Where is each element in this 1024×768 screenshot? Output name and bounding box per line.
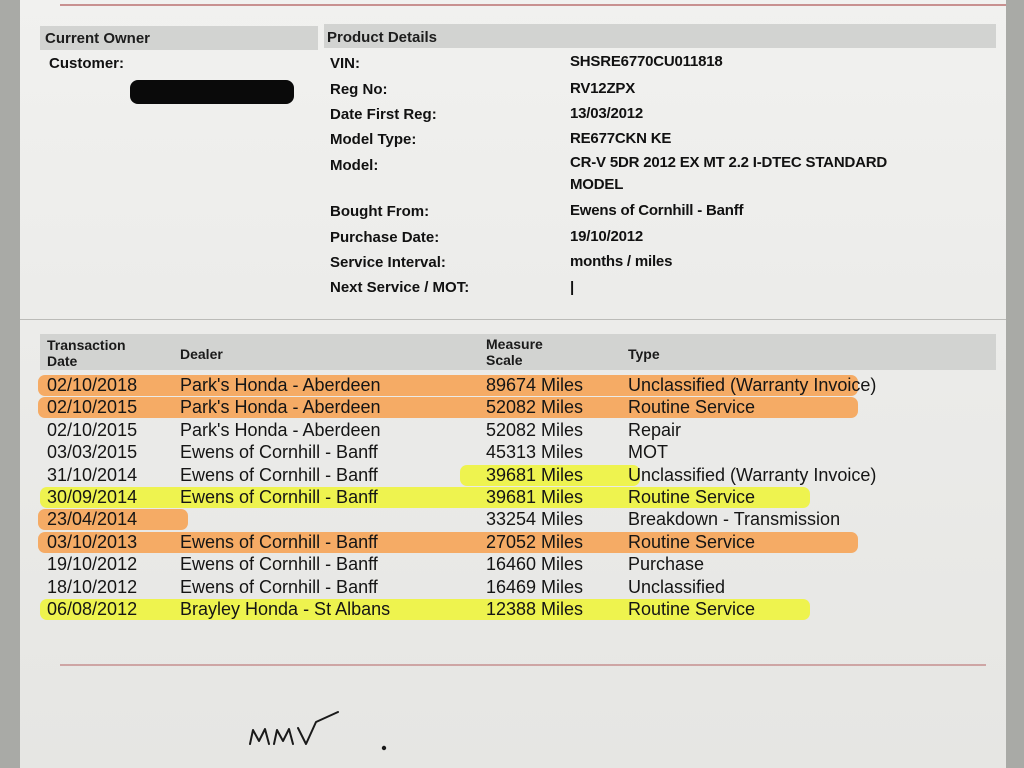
cell-type: Unclassified (Warranty Invoice) xyxy=(628,464,877,485)
cell-dealer: Ewens of Cornhill - Banff xyxy=(180,486,378,507)
cell-dealer: Ewens of Cornhill - Banff xyxy=(180,464,378,485)
owner-header: Current Owner xyxy=(45,30,151,47)
cell-date: 18/10/2012 xyxy=(47,576,138,597)
cell-measure: 52082 Miles xyxy=(486,419,584,440)
cell-measure: 45313 Miles xyxy=(486,442,584,463)
cell-date: 31/10/2014 xyxy=(47,464,138,485)
table-row xyxy=(20,486,1006,508)
cell-date: 30/09/2014 xyxy=(47,486,138,507)
cell-date: 02/10/2018 xyxy=(47,375,138,395)
cell-type: Repair xyxy=(628,419,682,440)
cell-dealer: Park's Honda - Aberdeen xyxy=(180,397,381,418)
cell-measure: 89674 Miles xyxy=(486,375,584,395)
section-divider xyxy=(20,319,1006,320)
top-rule xyxy=(60,4,1006,6)
reg-no-value: RV12ZPX xyxy=(570,80,636,97)
cell-dealer: Park's Honda - Aberdeen xyxy=(180,375,381,395)
cell-measure: 27052 Miles xyxy=(486,531,584,552)
model-value: CR-V 5DR 2012 EX MT 2.2 I-DTEC STANDARD xyxy=(570,154,887,171)
table-row xyxy=(20,508,1006,530)
cell-measure: 12388 Miles xyxy=(486,598,584,619)
purchase-date-value: 19/10/2012 xyxy=(570,228,644,245)
cell-dealer: Park's Honda - Aberdeen xyxy=(180,419,381,440)
cell-dealer: Brayley Honda - St Albans xyxy=(180,598,391,619)
table-row xyxy=(20,576,1006,598)
vin-label: VIN: xyxy=(330,55,360,72)
document-page xyxy=(20,0,1006,768)
cell-date: 03/03/2015 xyxy=(47,442,138,463)
cell-measure: 16460 Miles xyxy=(486,554,584,575)
cell-dealer: Ewens of Cornhill - Banff xyxy=(180,554,378,575)
cell-measure: 52082 Miles xyxy=(486,397,584,418)
cell-dealer: Ewens of Cornhill - Banff xyxy=(180,576,378,597)
model-value-line2: MODEL xyxy=(570,176,624,193)
cell-date: 02/10/2015 xyxy=(47,419,138,440)
redacted-customer-name xyxy=(130,80,294,104)
date-first-reg-label: Date First Reg: xyxy=(330,106,437,123)
table-row xyxy=(20,531,1006,553)
col-header-measure: Measure Scale xyxy=(486,336,543,368)
cell-type: Purchase xyxy=(628,554,705,575)
purchase-date-label: Purchase Date: xyxy=(330,229,440,246)
cell-type: Routine Service xyxy=(628,598,756,619)
table-row xyxy=(20,419,1006,441)
table-row xyxy=(20,553,1006,575)
transaction-rows xyxy=(20,374,1006,620)
cell-dealer: Ewens of Cornhill - Banff xyxy=(180,531,378,552)
bought-from-label: Bought From: xyxy=(330,203,430,220)
cell-date: 19/10/2012 xyxy=(47,554,138,575)
service-interval-label: Service Interval: xyxy=(330,254,446,271)
service-interval-value: months / miles xyxy=(570,253,673,270)
cell-date: 02/10/2015 xyxy=(47,397,138,418)
cell-date: 23/04/2014 xyxy=(47,509,138,530)
cell-type: Breakdown - Transmission xyxy=(628,509,841,530)
customer-label: Customer: xyxy=(49,55,125,72)
col-header-type: Type xyxy=(628,346,660,362)
table-row xyxy=(20,441,1006,463)
date-first-reg-value: 13/03/2012 xyxy=(570,105,644,122)
cell-measure: 33254 Miles xyxy=(486,509,584,530)
cell-dealer: Ewens of Cornhill - Banff xyxy=(180,442,378,463)
model-type-label: Model Type: xyxy=(330,131,417,148)
cell-type: Unclassified xyxy=(628,576,726,597)
next-service-label: Next Service / MOT: xyxy=(330,279,470,296)
cell-type: Routine Service xyxy=(628,486,756,507)
model-label: Model: xyxy=(330,157,379,174)
model-type-value: RE677CKN KE xyxy=(570,130,672,147)
table-row xyxy=(20,464,1006,486)
bought-from-value: Ewens of Cornhill - Banff xyxy=(570,202,744,219)
table-row xyxy=(20,598,1006,620)
reg-no-label: Reg No: xyxy=(330,81,388,98)
cell-type: MOT xyxy=(628,442,668,463)
cell-measure: 16469 Miles xyxy=(486,576,584,597)
cell-date: 06/08/2012 xyxy=(47,598,138,619)
cell-measure: 39681 Miles xyxy=(486,486,584,507)
cell-date: 03/10/2013 xyxy=(47,531,138,552)
handwritten-signature xyxy=(246,708,396,763)
table-row xyxy=(20,374,1006,396)
table-row xyxy=(20,396,1006,418)
col-header-date: Transaction Date xyxy=(47,337,126,369)
cell-type: Routine Service xyxy=(628,397,756,418)
cell-measure: 39681 Miles xyxy=(486,464,584,485)
vin-value: SHSRE6770CU011818 xyxy=(570,53,723,70)
product-header: Product Details xyxy=(327,29,438,46)
cell-type: Unclassified (Warranty Invoice) xyxy=(628,375,877,395)
cell-type: Routine Service xyxy=(628,531,756,552)
col-header-dealer: Dealer xyxy=(180,346,223,362)
next-service-value: | xyxy=(570,279,574,296)
bottom-rule xyxy=(60,664,986,666)
